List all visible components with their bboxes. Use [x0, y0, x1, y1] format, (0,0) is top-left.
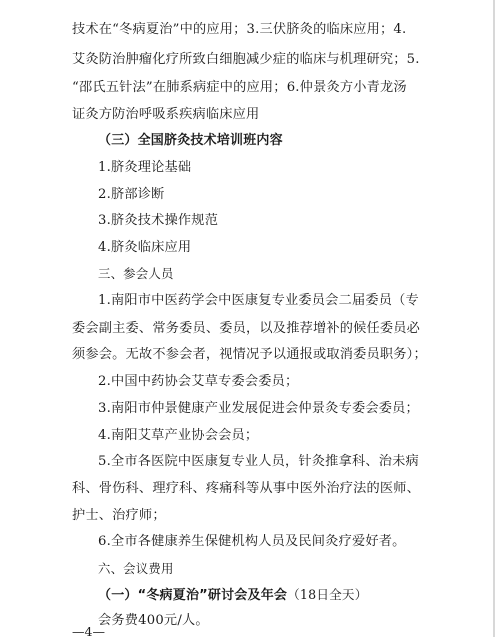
fee-line: 会务费400元/人。	[98, 613, 209, 628]
body-text-line: 1.南阳市中医药学会中医康复专业委员会二届委员（专	[98, 293, 419, 308]
subsection-date: （18日全天）	[287, 587, 368, 602]
list-item: 6.全市各健康养生保健机构人员及民间灸疗爱好者。	[98, 534, 406, 549]
subsection-title: （一）“冬病夏治”研讨会及年会	[98, 588, 288, 603]
subsection-heading-seminar	[98, 586, 438, 605]
list-item: 4.南阳艾草产业协会会员；	[98, 428, 259, 443]
list-item: 1.脐灸理论基础	[98, 160, 192, 175]
body-text-line: 委会副主委、常务委员、委员，以及推荐增补的候任委员必	[72, 321, 421, 336]
body-text-line: 须参会。无故不参会者，视情况予以通报或取消委员职务）；	[72, 347, 427, 362]
list-item: 2.脐部诊断	[98, 187, 165, 202]
body-text-line: 5.全市各医院中医康复专业人员，针灸推拿科、治未病	[98, 454, 419, 469]
list-item: 3.脐灸技术操作规范	[98, 213, 219, 228]
section-heading-participants: 三、参会人员	[98, 266, 174, 281]
body-text-line: 技术在“冬病夏治”中的应用；3.三伏脐灸的临床应用；4.	[72, 22, 407, 37]
section-heading-fees: 六、会议费用	[98, 561, 174, 576]
body-text-line: 科、骨伤科、理疗科、疼痛科等从事中医外治疗法的医师、	[72, 481, 421, 496]
list-item: 4.脐灸临床应用	[98, 240, 192, 255]
body-text-line: 艾灸防治肿瘤化疗所致白细胞减少症的临床与机理研究；5.	[72, 52, 420, 67]
body-text-line: “邵氏五针法”在肺系病症中的应用；6.仲景灸方小青龙汤	[72, 80, 407, 95]
page-number: —4—	[72, 624, 105, 639]
list-item: 2.中国中药协会艾草专委会委员；	[98, 374, 299, 389]
body-text-line: 证灸方防治呼吸系疾病临床应用	[72, 107, 260, 122]
body-text-line: 护士、治疗师；	[72, 508, 166, 523]
section-heading-training-content: （三）全国脐灸技术培训班内容	[98, 133, 283, 148]
list-item: 3.南阳市仲景健康产业发展促进会仲景灸专委会委员；	[98, 401, 419, 416]
